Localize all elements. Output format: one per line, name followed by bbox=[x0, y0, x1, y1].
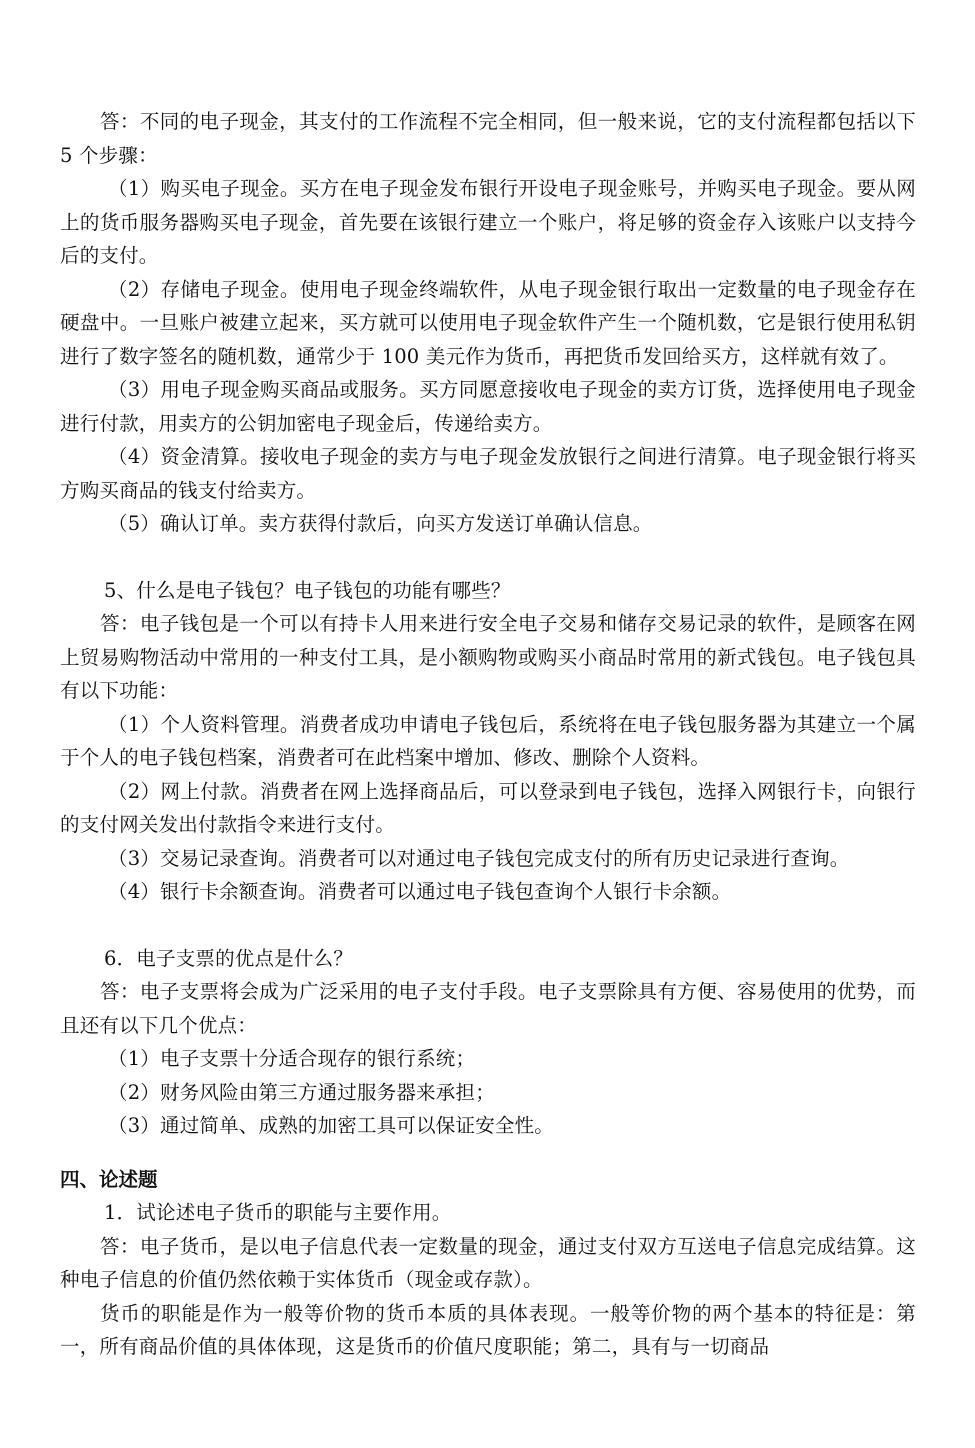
q5-item-4: （4）银行卡余额查询。消费者可以通过电子钱包查询个人银行卡余额。 bbox=[108, 880, 732, 903]
q5-item-3: （3）交易记录查询。消费者可以对通过电子钱包完成支付的所有历史记录进行查询。 bbox=[108, 846, 850, 870]
section-heading: 四、论述题 bbox=[60, 1167, 158, 1191]
q4-step-5: （5）确认订单。卖方获得付款后，向买方发送订单确认信息。 bbox=[108, 512, 653, 535]
q5-item-2: （2）网上付款。消费者在网上选择商品后，可以登录到电子钱包，选择入网银行卡，向银行的支付网关发出付款指令来进行支付。 bbox=[60, 779, 916, 836]
section4-answer: 答：电子货币，是以电子信息代表一定数量的现金，通过支付双方互送电子信息完成结算。这种电子信息的价值仍然依赖于实体货币（现金或存款）。 bbox=[60, 1234, 916, 1291]
q4-step-1: （1）购买电子现金。买方在电子现金发布银行开设电子现金账号，并购买电子现金。要从网上的货币服务器购买电子现金，首先要在该银行建立一个账户，将足够的资金存入该账户以支持今后的支付。 bbox=[60, 177, 916, 267]
document-page bbox=[60, 105, 916, 1364]
q4-step-4: （4）资金清算。接收电子现金的卖方与电子现金发放银行之间进行清算。电子现金银行将买方购买商品的钱支付给卖方。 bbox=[60, 445, 916, 502]
q6-item-3: （3）通过简单、成熟的加密工具可以保证安全性。 bbox=[108, 1114, 555, 1137]
q4-step-2: （2）存储电子现金。使用电子现金终端软件，从电子现金银行取出一定数量的电子现金存在硬盘中。一旦账户被建立起来，买方就可以使用电子现金软件产生一个随机数，它是银行使用私钥进行了数字签名的随机数，通常少于 100 美元作为货币，再把货币发回给买方，这样就有效了。 bbox=[60, 277, 916, 368]
q5-item-1: （1）个人资料管理。消费者成功申请电子钱包后，系统将在电子钱包服务器为其建立一个属于个人的电子钱包档案，消费者可在此档案中增加、修改、删除个人资料。 bbox=[60, 712, 916, 769]
section4-question: 1．试论述电子货币的职能与主要作用。 bbox=[104, 1201, 452, 1224]
section4-paragraph: 货币的职能是作为一般等价物的货币本质的具体表现。一般等价物的两个基本的特征是：第一，所有商品价值的具体体现，这是货币的价值尺度职能；第二，具有与一切商品 bbox=[60, 1301, 916, 1358]
q6-item-2: （2）财务风险由第三方通过服务器来承担； bbox=[108, 1080, 495, 1104]
q6-question: 6．电子支票的优点是什么？ bbox=[104, 946, 354, 970]
q5-question: 5、什么是电子钱包？电子钱包的功能有哪些？ bbox=[104, 578, 511, 602]
q5-answer-intro: 答：电子钱包是一个可以有持卡人用来进行安全电子交易和储存交易记录的软件，是顾客在网上贸易购物活动中常用的一种支付工具，是小额购物或购买小商品时常用的新式钱包。电子钱包具有以下功能： bbox=[60, 612, 916, 702]
q6-item-1: （1）电子支票十分适合现存的银行系统； bbox=[108, 1047, 476, 1070]
q6-answer-intro: 答：电子支票将会成为广泛采用的电子支付手段。电子支票除具有方便、容易使用的优势，而且还有以下几个优点： bbox=[60, 980, 916, 1037]
q4-answer-intro: 答：不同的电子现金，其支付的工作流程不完全相同，但一般来说，它的支付流程都包括以下 5 个步骤： bbox=[60, 110, 916, 167]
q4-step-3: （3）用电子现金购买商品或服务。买方同愿意接收电子现金的卖方订货，选择使用电子现金进行付款，用卖方的公钥加密电子现金后，传递给卖方。 bbox=[60, 378, 916, 435]
